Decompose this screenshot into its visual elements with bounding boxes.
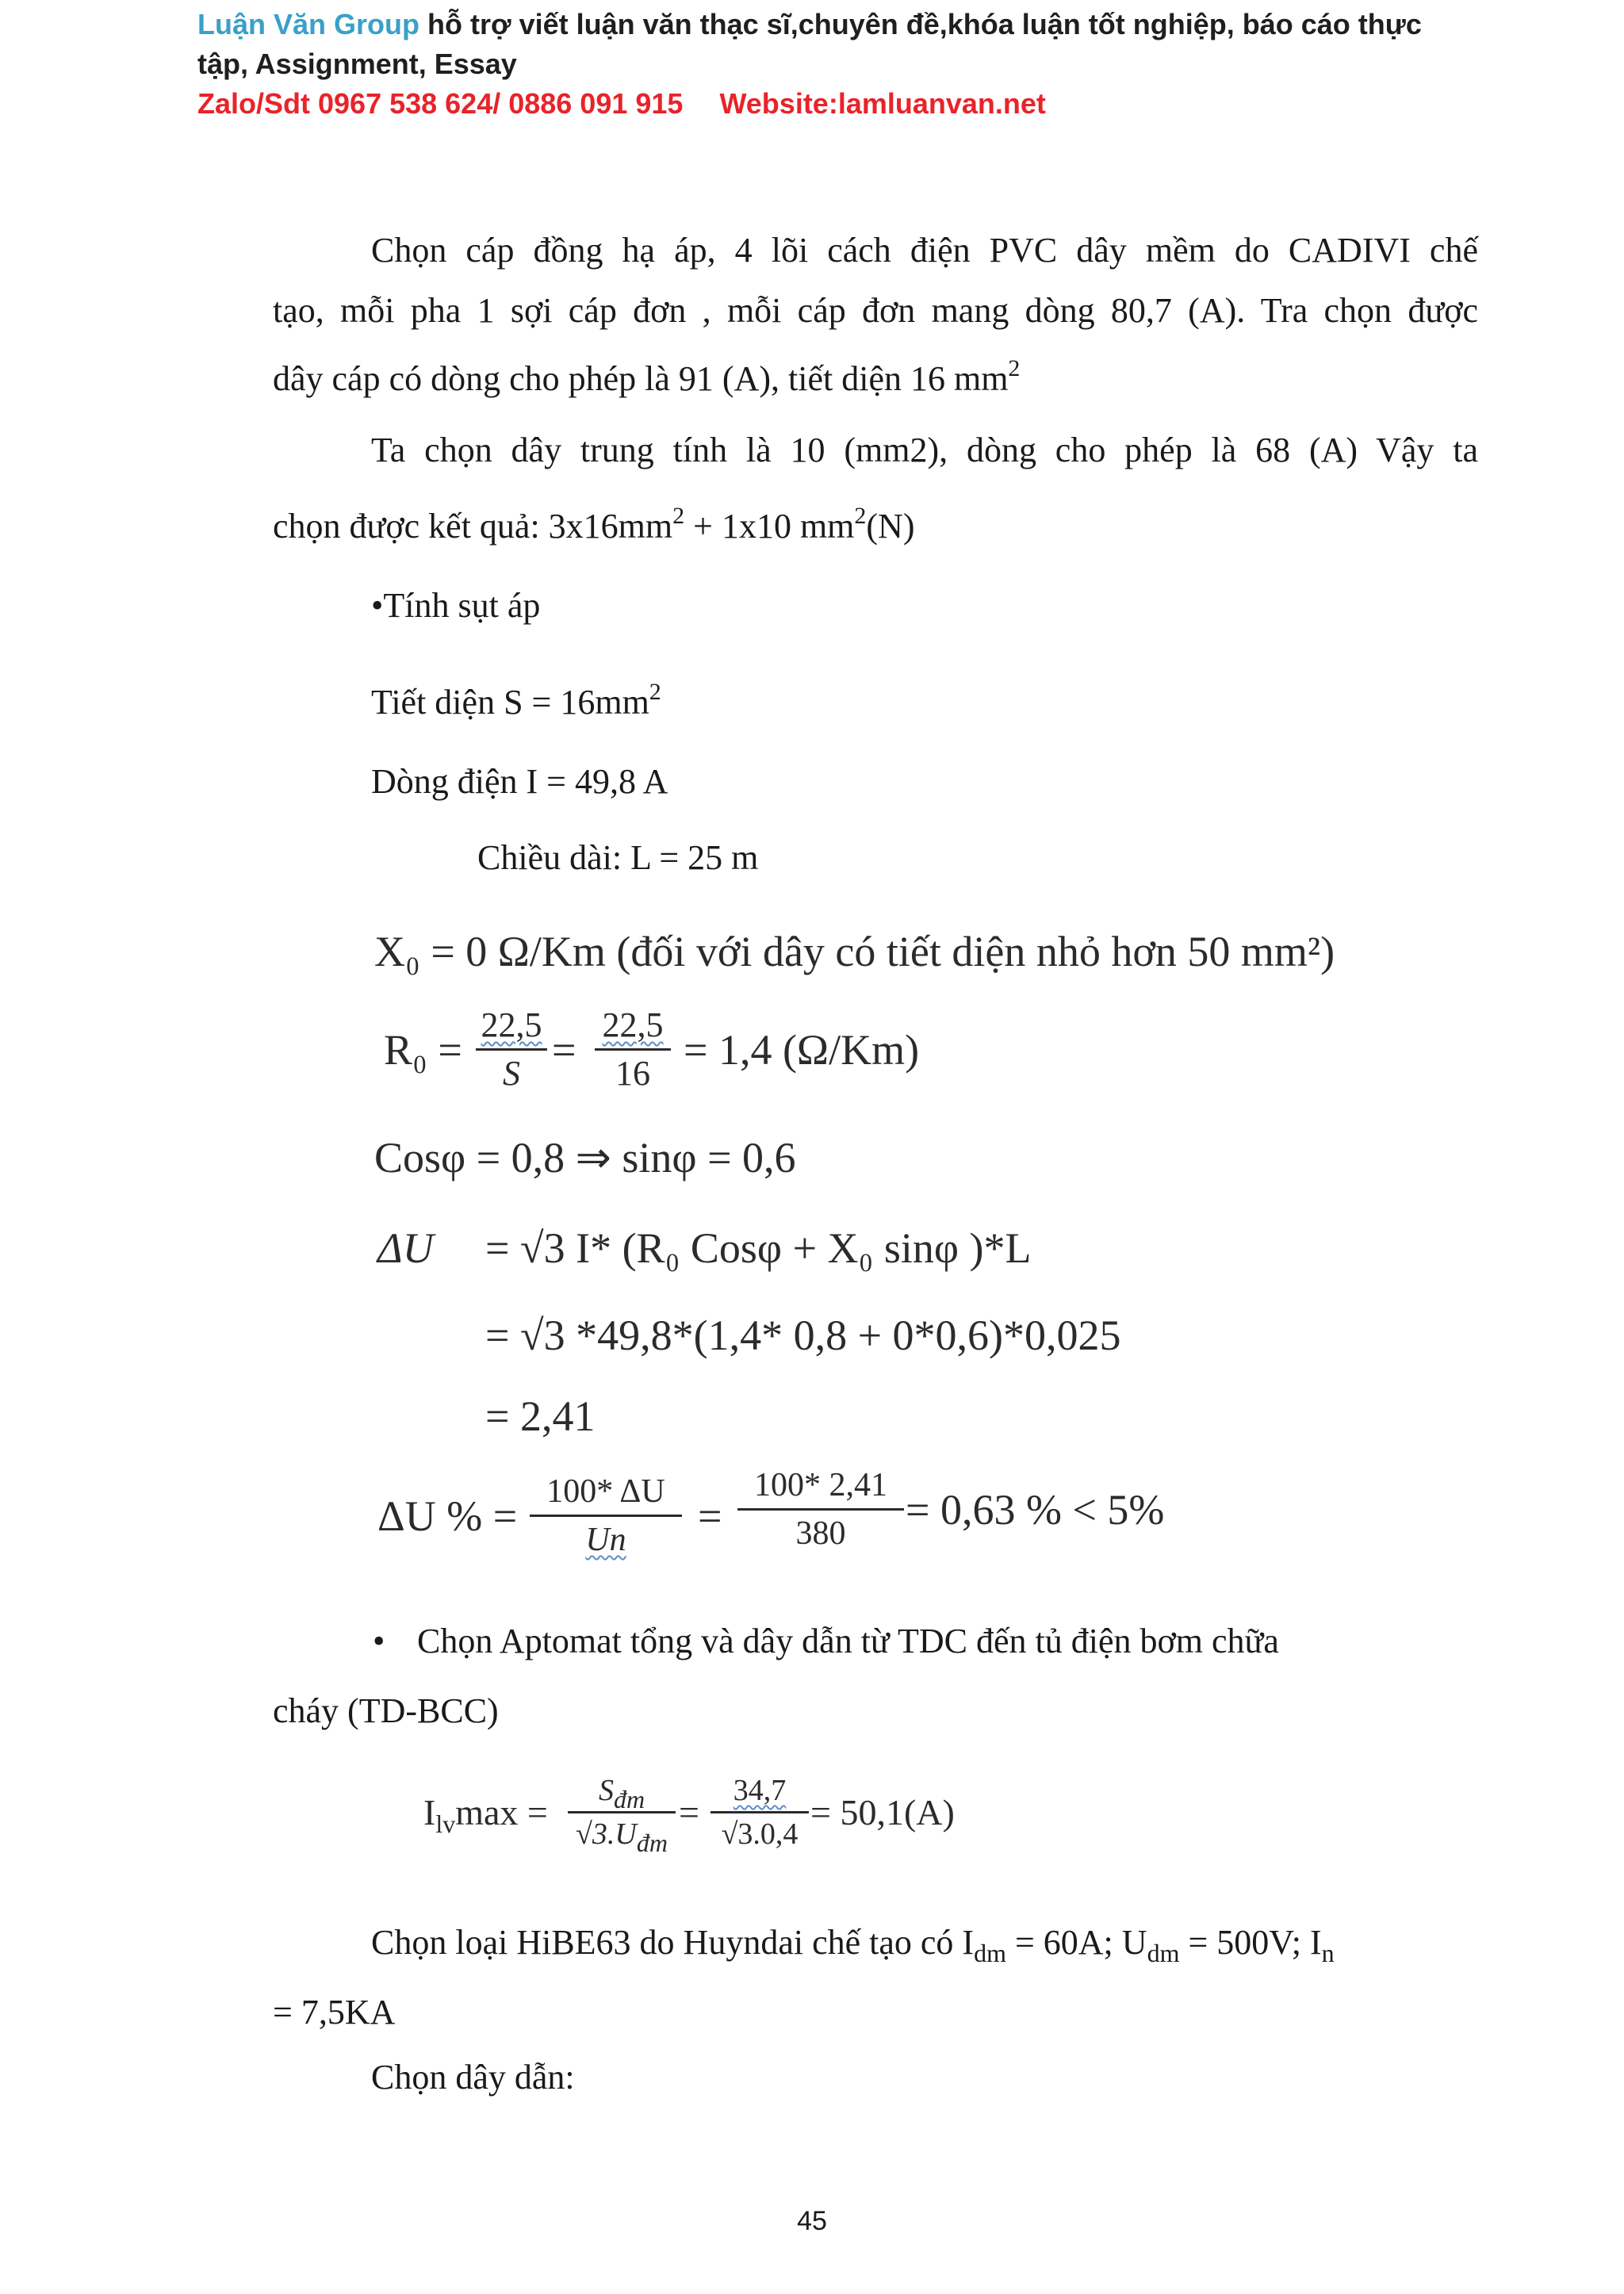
r0-fraction-1: $\frac{22,5}{S}$: [476, 1005, 547, 1093]
header-tagline-2: tập, Assignment, Essay: [197, 48, 517, 80]
para1-line2: tạo, mỗi pha 1 sợi cáp đơn , mỗi cáp đơn mang dòng 80,7 (A). Tra chọn được: [273, 291, 1478, 330]
page-number: 45: [797, 2206, 827, 2236]
chon-day-dan: Chọn dây dẫn:: [371, 2058, 575, 2097]
hibe-line2: = 7,5KA: [273, 1993, 396, 2032]
page-header: [197, 5, 1545, 124]
formula-du-eq1: = √3 I* (R₀ Cosφ + X₀ sinφ )*L: [485, 1224, 1032, 1272]
para1-line1: Chọn cáp đồng hạ áp, 4 lõi cách điện PVC dây mềm do CADIVI chế: [371, 231, 1478, 270]
ilv-fraction-2: $\frac{34,7}{√3.0,4}$: [710, 1773, 809, 1852]
formula-du-lhs: ΔU: [377, 1224, 434, 1272]
formula-x0: X₀ = 0 Ω/Km (đối với dây có tiết diện nhỏ hơn 50 mm²): [374, 928, 1335, 975]
bullet-tinh-sut-ap: •Tính sụt áp: [371, 586, 541, 625]
chieu-dai-line: Chiều dài: L = 25 m: [477, 838, 759, 877]
tiet-dien-line: Tiết diện $S = 16mm^2$: [371, 679, 661, 722]
hibe-line1: Chọn loại HiBE63 do Huyndai chế tạo có $I_{dm} = 60A$; $U_{dm} = 500V$; $I_n$: [371, 1923, 1335, 1967]
header-contact-line: [197, 84, 1545, 124]
r0-fraction-2: $\frac{22,5}{16}$: [595, 1005, 671, 1093]
formula-du-eq3: = 2,41: [485, 1392, 596, 1440]
bullet2-mark: •: [373, 1622, 385, 1660]
header-website: Website:lamluanvan.net: [719, 87, 1046, 120]
ilv-fraction-1: $S_{đm}$ $√3.U_{đm}$: [568, 1773, 676, 1852]
header-tagline-1: hỗ trợ viết luận văn thạc sĩ,chuyên đề,khóa luận tốt nghiệp, báo cáo thực: [419, 8, 1422, 40]
dong-dien-line: Dòng điện I = 49,8 A: [371, 762, 668, 801]
dup-fraction-1: 100* ΔU Un: [530, 1472, 682, 1560]
header-contact: Zalo/Sdt 0967 538 624/ 0886 091 915: [197, 87, 684, 120]
dup-fraction-2: 100* 2,41 380: [737, 1465, 904, 1553]
para2-line1: Ta chọn dây trung tính là 10 (mm2), dòng cho phép là 68 (A) Vậy ta: [371, 431, 1478, 469]
bullet2-line1: Chọn Aptomat tổng và dây dẫn từ TDC đến tủ điện bơm chữa: [417, 1622, 1279, 1660]
bullet2-line2: cháy (TD-BCC): [273, 1691, 499, 1730]
para2-line2: chọn được kết quả: $3x16mm^2 + 1x10$ $mm^2(N)$: [273, 503, 915, 546]
formula-cos: Cosφ = 0,8 ⇒ sinφ = 0,6: [374, 1134, 796, 1181]
brand-name: Luận Văn Group: [197, 8, 420, 40]
header-line-1: [197, 5, 1545, 44]
para1-line3: dây cáp có dòng cho phép là 91 (A), tiết diện 16 $mm^2$: [273, 355, 1021, 398]
formula-du-eq2: = √3 *49,8*(1,4* 0,8 + 0*0,6)*0,025: [485, 1312, 1121, 1359]
